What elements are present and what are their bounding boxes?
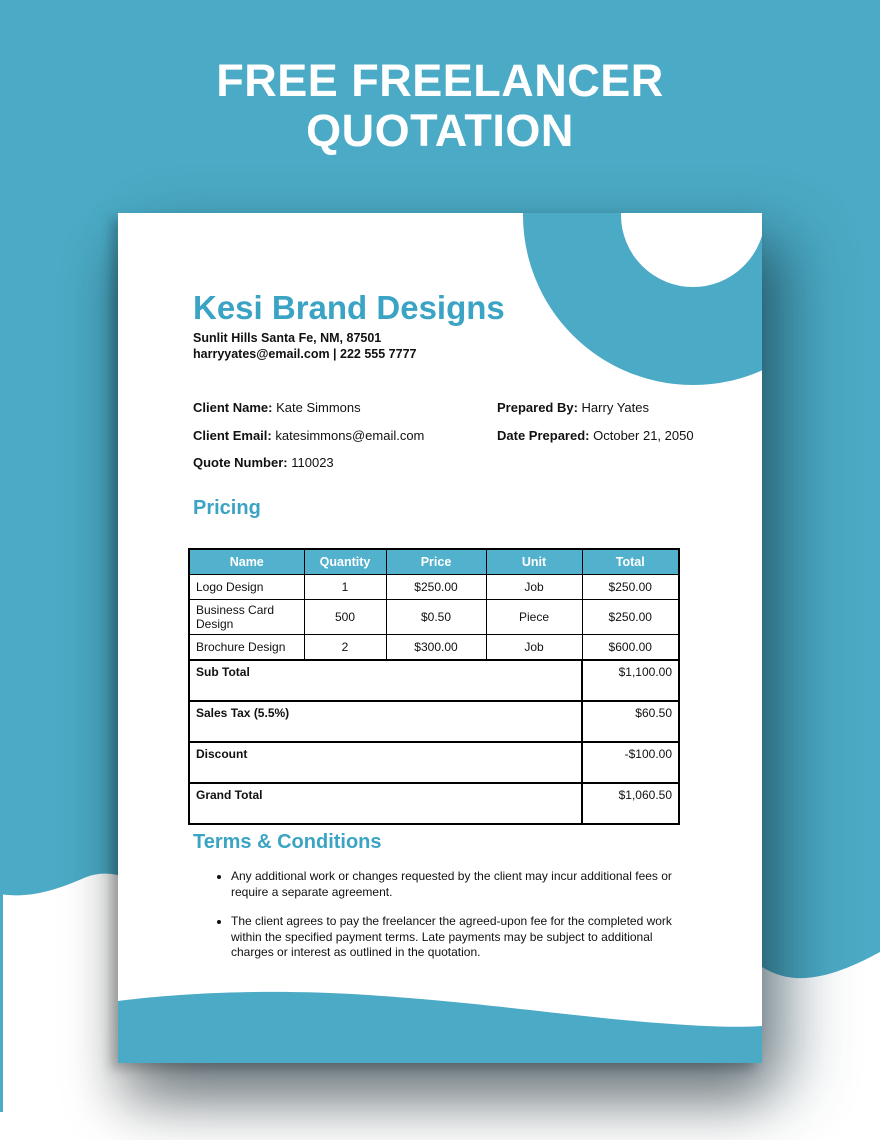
subtotal-row [189, 660, 679, 701]
quotation-document [118, 213, 762, 1063]
company-name: Kesi Brand Designs [193, 289, 505, 326]
decorative-ring [523, 213, 762, 385]
item-total: $250.00 [582, 600, 679, 635]
client-name-field [193, 400, 361, 415]
sales-tax-value: $60.50 [582, 701, 679, 742]
item-price: $250.00 [386, 575, 486, 600]
date-prepared-field [497, 428, 694, 443]
pricing-heading: Pricing [193, 497, 261, 519]
terms-item: • Any additional work or changes requested by the client may incur additional fees or require a separate agreement. [231, 869, 685, 900]
terms-list [193, 869, 685, 975]
item-quantity: 2 [304, 635, 386, 661]
item-name: Business Card Design [189, 600, 304, 635]
item-total: $250.00 [582, 575, 679, 600]
prepared-by-label: Prepared By: [497, 400, 578, 415]
grand-total-row [189, 783, 679, 824]
column-header-total: Total [582, 549, 679, 575]
column-header-price: Price [386, 549, 486, 575]
client-email-label: Client Email: [193, 428, 272, 443]
column-header-quantity: Quantity [304, 549, 386, 575]
discount-label: Discount [189, 742, 582, 783]
sales-tax-row [189, 701, 679, 742]
terms-heading: Terms & Conditions [193, 831, 382, 853]
column-header-unit: Unit [486, 549, 582, 575]
item-name: Brochure Design [189, 635, 304, 661]
item-name: Logo Design [189, 575, 304, 600]
discount-value: -$100.00 [582, 742, 679, 783]
subtotal-value: $1,100.00 [582, 660, 679, 701]
item-unit: Job [486, 575, 582, 600]
table-row [189, 600, 679, 635]
quote-number-field [193, 455, 334, 470]
discount-row [189, 742, 679, 783]
item-price: $0.50 [386, 600, 486, 635]
date-prepared-value: October 21, 2050 [593, 428, 694, 443]
item-quantity: 1 [304, 575, 386, 600]
client-email-value: katesimmons@email.com [275, 428, 425, 443]
client-email-field [193, 428, 424, 443]
terms-item: • The client agrees to pay the freelancer the agreed-upon fee for the completed work within the specified payment terms. Late payments may be subject to additional charges or interest as outlined in the quotation. [231, 914, 685, 961]
item-unit: Piece [486, 600, 582, 635]
document-bottom-wave [118, 973, 762, 1063]
pricing-table [188, 548, 680, 825]
company-contact: harryyates@email.com | 222 555 7777 [193, 347, 417, 361]
item-quantity: 500 [304, 600, 386, 635]
quote-number-value: 110023 [291, 455, 334, 470]
prepared-by-value: Harry Yates [581, 400, 649, 415]
table-header-row [189, 549, 679, 575]
date-prepared-label: Date Prepared: [497, 428, 590, 443]
item-unit: Job [486, 635, 582, 661]
company-address: Sunlit Hills Santa Fe, NM, 87501 [193, 331, 382, 345]
item-total: $600.00 [582, 635, 679, 661]
grand-total-label: Grand Total [189, 783, 582, 824]
prepared-by-field [497, 400, 649, 415]
column-header-name: Name [189, 549, 304, 575]
sales-tax-label: Sales Tax (5.5%) [189, 701, 582, 742]
item-price: $300.00 [386, 635, 486, 661]
quote-number-label: Quote Number: [193, 455, 288, 470]
subtotal-label: Sub Total [189, 660, 582, 701]
client-name-value: Kate Simmons [276, 400, 361, 415]
page-title-line2: QUOTATION [306, 105, 574, 156]
page-title [0, 56, 880, 156]
grand-total-value: $1,060.50 [582, 783, 679, 824]
page-title-line1: FREE FREELANCER [216, 55, 664, 106]
table-row [189, 635, 679, 661]
table-row [189, 575, 679, 600]
client-name-label: Client Name: [193, 400, 273, 415]
